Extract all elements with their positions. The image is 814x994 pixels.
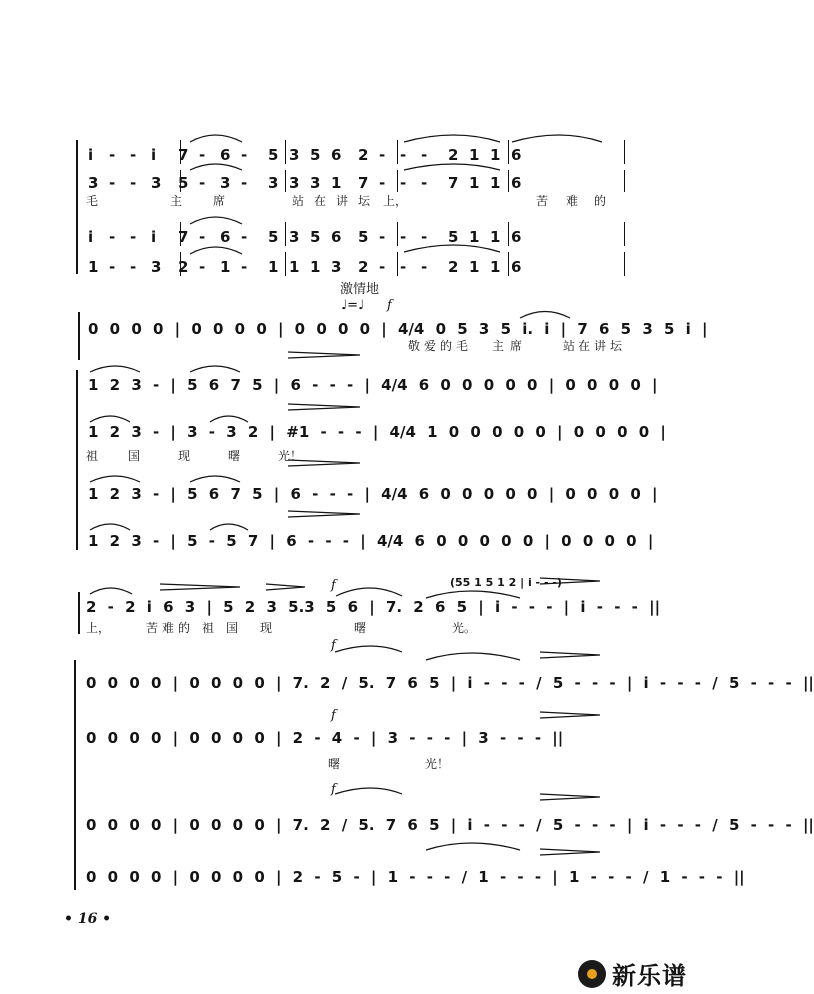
note-token: 6 — [220, 228, 231, 246]
note-token: - — [421, 146, 428, 164]
note-token: 1 — [331, 174, 342, 192]
notation-row: 0 0 0 0 | 0 0 0 0 | 2 - 4 - | 3 - - - | 3 - - - || — [86, 729, 564, 747]
notation-row: 2 - 2 i 6 3 | 5 2 3 5.3 5 6 | 7. 2 6 5 | i - - - | i - - - || — [86, 598, 661, 616]
note-token: 1 — [469, 228, 480, 246]
slur — [404, 245, 500, 252]
note-token: 6 — [511, 174, 522, 192]
lyric-syllable: 曙 — [354, 621, 367, 635]
lyric-syllable: 坛 — [610, 339, 623, 353]
notation-row: 0 0 0 0 | 0 0 0 0 | 2 - 5 - | 1 - - - / 1 - - - | 1 - - - / 1 - - - || — [86, 868, 745, 886]
notation-row: 1 2 3 - | 5 - 5 7 | 6 - - - | 4/4 6 0 0 0 0 0 | 0 0 0 0 | — [88, 532, 654, 550]
lyric-syllable: 主 — [170, 194, 183, 208]
note-token: - — [130, 258, 137, 276]
note-token: - — [109, 258, 116, 276]
crescendo — [266, 584, 305, 590]
note-token: 1 — [490, 146, 501, 164]
note-token: 7 — [358, 174, 369, 192]
note-token: - — [130, 228, 137, 246]
lyric-syllable: 祖 — [86, 449, 99, 463]
note-token: 1 — [469, 174, 480, 192]
note-token: - — [400, 228, 407, 246]
slur — [426, 843, 520, 850]
lyric-syllable: 现 — [260, 621, 273, 635]
note-token: 6 — [511, 258, 522, 276]
lyric-syllable: 上， — [383, 194, 408, 208]
lyric-syllable: 现 — [178, 449, 191, 463]
crescendo — [288, 352, 360, 358]
note-token: 3 — [289, 228, 300, 246]
note-token: - — [421, 174, 428, 192]
slur — [404, 164, 500, 170]
note-token: - — [400, 146, 407, 164]
slur — [90, 524, 130, 530]
notation-row: 1 2 3 - | 5 6 7 5 | 6 - - - | 4/4 6 0 0 0 0 0 | 0 0 0 0 | — [88, 376, 658, 394]
slur — [90, 476, 140, 482]
lyric-syllable: 讲 — [336, 194, 349, 208]
beat-equivalence: ♩=♩ — [341, 298, 365, 313]
record-disc-icon — [578, 960, 606, 988]
slur — [90, 366, 140, 372]
note-token: - — [109, 146, 116, 164]
watermark-text: 新乐谱 — [612, 962, 687, 990]
note-token: 6 — [511, 146, 522, 164]
lyric-syllable: 难 — [162, 621, 175, 635]
note-token: - — [421, 228, 428, 246]
lyric-syllable: 上， — [86, 621, 111, 635]
note-token: - — [241, 228, 248, 246]
note-token: 3 — [151, 174, 162, 192]
note-token: 1 — [289, 258, 300, 276]
note-token: 5 — [268, 228, 279, 246]
slur — [210, 416, 248, 422]
note-token: 1 — [469, 146, 480, 164]
lyric-syllable: 主 — [492, 339, 505, 353]
note-token: 6 — [220, 146, 231, 164]
slur — [190, 247, 242, 254]
note-token: 2 — [448, 146, 459, 164]
note-token: - — [241, 146, 248, 164]
note-token: 5 — [268, 146, 279, 164]
note-token: 2 — [448, 258, 459, 276]
note-token: - — [130, 174, 137, 192]
note-token: - — [199, 174, 206, 192]
note-token: 1 — [310, 258, 321, 276]
note-token: - — [400, 174, 407, 192]
slur — [210, 524, 248, 530]
tempo-marking: 激情地 — [340, 282, 380, 297]
page-number: • 16 • — [64, 911, 112, 927]
lyric-syllable: 曙 — [228, 449, 241, 463]
note-token: - — [130, 146, 137, 164]
note-token: 1 — [490, 174, 501, 192]
note-token: 1 — [469, 258, 480, 276]
note-token: i — [88, 228, 94, 246]
slur — [512, 135, 602, 142]
notation-row: 0 0 0 0 | 0 0 0 0 | 7. 2 / 5. 7 6 5 | i - - - / 5 - - - | i - - - / 5 - - - || — [86, 674, 814, 692]
slur — [404, 135, 500, 142]
slur — [520, 312, 570, 319]
note-token: 3 — [289, 174, 300, 192]
slur — [336, 588, 402, 596]
crescendo — [540, 652, 600, 658]
note-token: 5 — [310, 146, 321, 164]
note-token: 1 — [268, 258, 279, 276]
slur — [190, 135, 242, 142]
note-token: - — [379, 174, 386, 192]
lyric-syllable: 光！ — [278, 449, 303, 463]
note-token: - — [109, 228, 116, 246]
note-token: - — [109, 174, 116, 192]
slur — [190, 164, 242, 170]
note-token: 6 — [331, 228, 342, 246]
note-token: 2 — [178, 258, 189, 276]
lyric-syllable: 毛 — [456, 339, 469, 353]
note-token: 5 — [358, 228, 369, 246]
crescendo — [540, 578, 600, 584]
note-token: 3 — [220, 174, 231, 192]
note-token: - — [199, 228, 206, 246]
note-token: 2 — [358, 146, 369, 164]
note-token: 1 — [490, 258, 501, 276]
dynamic-marking: f — [331, 708, 336, 723]
note-token: 1 — [220, 258, 231, 276]
note-token: 3 — [289, 146, 300, 164]
crescendo — [160, 584, 240, 590]
lyric-syllable: 的 — [594, 194, 607, 208]
note-token: 3 — [151, 258, 162, 276]
note-token: 3 — [88, 174, 99, 192]
dynamic-marking: f — [331, 638, 336, 653]
crescendo — [288, 511, 360, 517]
slur — [190, 476, 240, 482]
lyric-syllable: 光。 — [452, 621, 477, 635]
intro-phrase: (55 1 5 1 2 | i - - -) — [450, 576, 562, 589]
slur — [335, 788, 402, 794]
note-token: - — [241, 258, 248, 276]
slur — [426, 591, 520, 598]
lyric-syllable: 祖 — [202, 621, 215, 635]
crescendo — [288, 404, 360, 410]
notation-row: 0 0 0 0 | 0 0 0 0 | 0 0 0 0 | 4/4 0 5 3 5 i. i | 7 6 5 3 5 i | — [88, 320, 708, 338]
note-token: 7 — [178, 146, 189, 164]
slur — [190, 366, 240, 372]
slur — [90, 416, 130, 422]
note-token: - — [379, 228, 386, 246]
crescendo — [540, 794, 600, 800]
note-token: 7 — [448, 174, 459, 192]
note-token: - — [379, 146, 386, 164]
lyric-syllable: 席 — [510, 339, 523, 353]
lyric-syllable: 的 — [440, 339, 453, 353]
lyric-syllable: 爱 — [424, 339, 437, 353]
lyric-syllable: 坛 — [358, 194, 371, 208]
note-token: - — [379, 258, 386, 276]
lyric-syllable: 站 — [563, 339, 576, 353]
lyric-syllable: 国 — [128, 449, 141, 463]
slur — [90, 588, 132, 594]
note-token: 1 — [88, 258, 99, 276]
notation-row: 0 0 0 0 | 0 0 0 0 | 7. 2 / 5. 7 6 5 | i - - - / 5 - - - | i - - - / 5 - - - || — [86, 816, 814, 834]
lyric-syllable: 曙 — [328, 757, 341, 771]
slur — [335, 646, 402, 652]
note-token: 5 — [178, 174, 189, 192]
lyric-syllable: 在 — [578, 339, 591, 353]
note-token: i — [151, 146, 157, 164]
lyric-syllable: 在 — [314, 194, 327, 208]
lyric-syllable: 光！ — [425, 757, 450, 771]
note-token: 1 — [490, 228, 501, 246]
note-token: i — [151, 228, 157, 246]
note-token: 3 — [331, 258, 342, 276]
dynamic-marking: f — [387, 298, 392, 313]
lyric-syllable: 站 — [292, 194, 305, 208]
note-token: - — [241, 174, 248, 192]
lyric-syllable: 讲 — [594, 339, 607, 353]
note-token: - — [199, 146, 206, 164]
note-token: 2 — [358, 258, 369, 276]
note-token: 5 — [310, 228, 321, 246]
lyric-syllable: 苦 — [146, 621, 159, 635]
crescendo — [540, 849, 600, 855]
note-token: 3 — [310, 174, 321, 192]
note-token: 6 — [331, 146, 342, 164]
notation-row: 1 2 3 - | 5 6 7 5 | 6 - - - | 4/4 6 0 0 0 0 0 | 0 0 0 0 | — [88, 485, 658, 503]
slur — [190, 217, 242, 224]
lyric-syllable: 席 — [213, 194, 226, 208]
note-token: 3 — [268, 174, 279, 192]
lyric-syllable: 敬 — [408, 339, 421, 353]
crescendo — [288, 460, 360, 466]
note-token: i — [88, 146, 94, 164]
slur — [426, 653, 520, 660]
note-token: - — [400, 258, 407, 276]
crescendo — [540, 712, 600, 718]
note-token: 6 — [511, 228, 522, 246]
note-token: 7 — [178, 228, 189, 246]
notation-row: 1 2 3 - | 3 - 3 2 | #1 - - - | 4/4 1 0 0 0 0 0 | 0 0 0 0 | — [88, 423, 666, 441]
note-token: - — [421, 258, 428, 276]
lyric-syllable: 国 — [226, 621, 239, 635]
note-token: 5 — [448, 228, 459, 246]
dynamic-marking: f — [331, 578, 336, 593]
watermark-logo — [578, 956, 687, 991]
lyric-syllable: 的 — [178, 621, 191, 635]
lyric-syllable: 毛 — [86, 194, 99, 208]
lyric-syllable: 苦 — [536, 194, 549, 208]
note-token: - — [199, 258, 206, 276]
lyric-syllable: 难 — [566, 194, 579, 208]
dynamic-marking: f — [331, 782, 336, 797]
